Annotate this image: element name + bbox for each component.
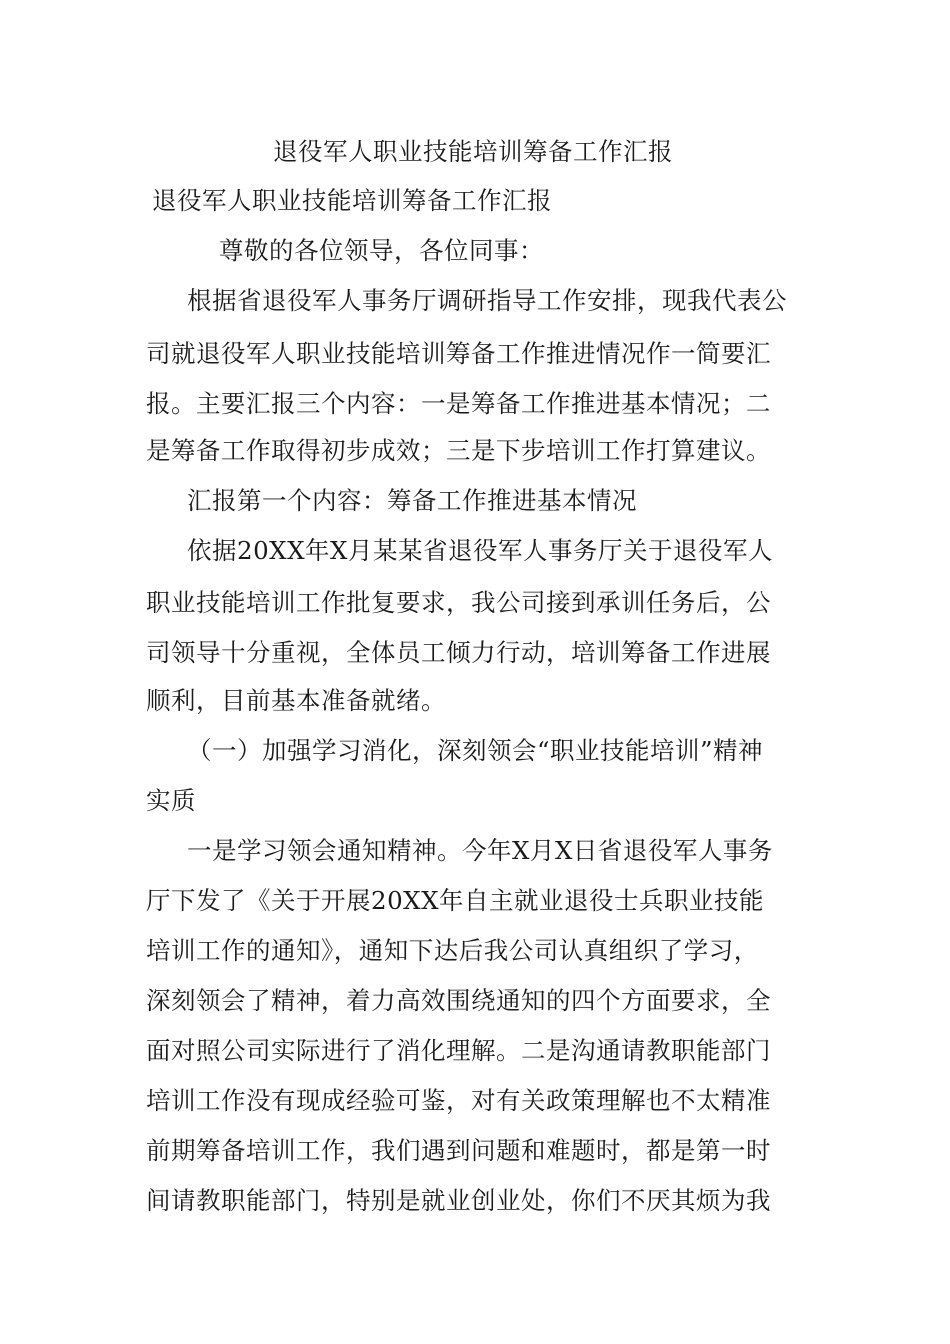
subsection-heading: 实质: [146, 786, 196, 815]
paragraph-line: 依据20XX年X月某某省退役军人事务厅关于退役军人: [187, 536, 773, 565]
paragraph-line: 报。主要汇报三个内容：一是筹备工作推进基本情况；二: [146, 389, 771, 418]
paragraph-line: 是筹备工作取得初步成效；三是下步培训工作打算建议。: [146, 436, 771, 465]
paragraph-line: 培训工作没有现成经验可鉴，对有关政策理解也不太精准: [146, 1086, 771, 1115]
paragraph-line: 培训工作的通知》，通知下达后我公司认真组织了学习，: [146, 936, 759, 965]
subsection-heading: （一）加强学习消化，深刻领会“职业技能培训”精神: [187, 736, 764, 765]
section-heading: 汇报第一个内容：筹备工作推进基本情况: [187, 486, 637, 515]
paragraph-line: 厅下发了《关于开展20XX年自主就业退役士兵职业技能: [146, 886, 765, 915]
paragraph-line: 前期筹备培训工作，我们遇到问题和难题时，都是第一时: [146, 1136, 771, 1165]
document-title: 退役军人职业技能培训筹备工作汇报: [273, 137, 673, 166]
paragraph-line: 深刻领会了精神，着力高效围绕通知的四个方面要求，全: [146, 986, 771, 1015]
paragraph-line: 间请教职能部门，特别是就业创业处，你们不厌其烦为我: [146, 1186, 771, 1215]
paragraph-line: 顺利，目前基本准备就绪。: [146, 686, 446, 715]
paragraph-line: 根据省退役军人事务厅调研指导工作安排，现我代表公: [187, 286, 787, 315]
greeting: 尊敬的各位领导，各位同事：: [219, 236, 544, 265]
paragraph-line: 职业技能培训工作批复要求，我公司接到承训任务后，公: [146, 588, 771, 617]
paragraph-line: 司就退役军人职业技能培训筹备工作推进情况作一简要汇: [146, 339, 771, 368]
paragraph-line: 司领导十分重视，全体员工倾力行动，培训筹备工作进展: [146, 638, 771, 667]
paragraph-line: 面对照公司实际进行了消化理解。二是沟通请教职能部门: [146, 1036, 771, 1065]
paragraph-line: 一是学习领会通知精神。今年X月X日省退役军人事务: [187, 836, 773, 865]
document-subtitle: 退役军人职业技能培训筹备工作汇报: [152, 186, 552, 215]
